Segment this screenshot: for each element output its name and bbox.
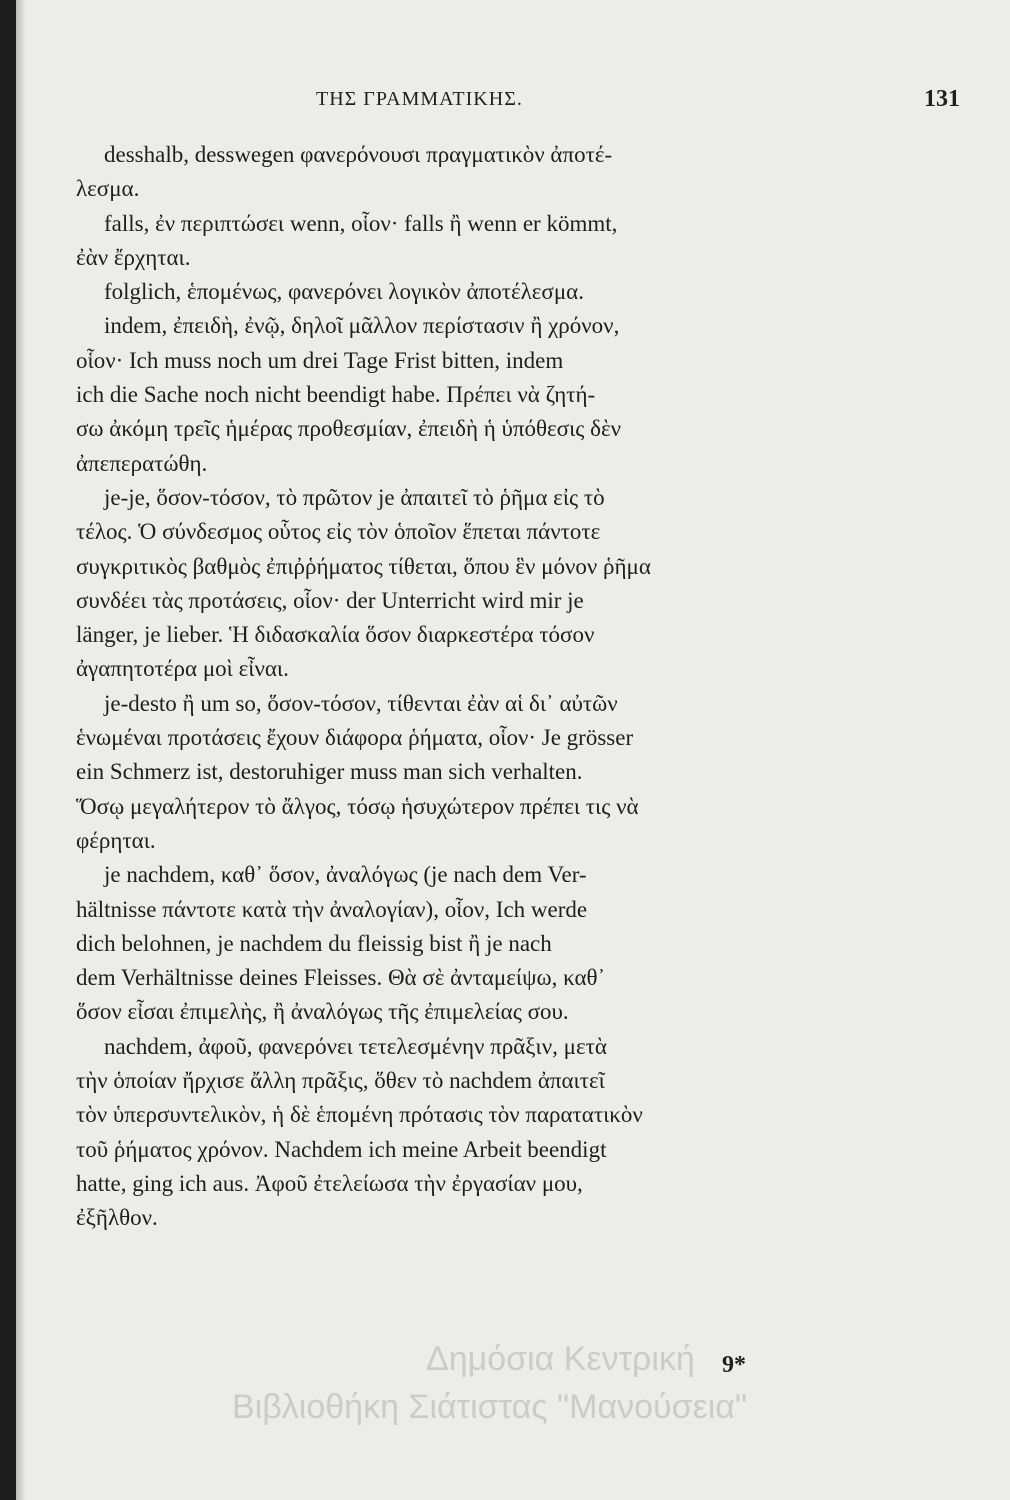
text-line: folglich, ἑπομένως, φανερόνει λογικὸν ἀποτέλεσμα. (104, 279, 584, 305)
library-watermark-line-1: Δημόσια Κεντρική (426, 1340, 695, 1378)
text-line: ἀπεπερατώθη. (76, 450, 208, 476)
text-line: ἀγαπητοτέρα μοὶ εἶναι. (76, 656, 289, 682)
text-line: σω ἀκόμη τρεῖς ἡμέρας προθεσμίαν, ἐπειδὴ ἡ ὑπόθεσις δὲν (76, 416, 622, 442)
text-line: länger, je lieber. Ἡ διδασκαλία ὅσον διαρκεστέρα τόσον (76, 622, 595, 648)
text-line: je nachdem, καθ᾽ ὅσον, ἀναλόγως (je nach dem Ver- (104, 862, 587, 888)
text-line: Ὅσῳ μεγαλήτερον τὸ ἄλγος, τόσῳ ἡσυχώτερον πρέπει τις νὰ (76, 793, 639, 819)
text-line: τέλος. Ὁ σύνδεσμος οὗτος εἰς τὸν ὁποῖον ἕπεται πάντοτε (76, 519, 601, 545)
text-line: dem Verhältnisse deines Fleisses. Θὰ σὲ ἀνταμείψω, καθ᾽ (76, 965, 606, 991)
running-title: ΤΗΣ ΓΡΑΜΜΑΤΙΚΗΣ. (316, 88, 523, 110)
body-text (76, 138, 948, 1236)
text-line: ἐὰν ἔρχηται. (76, 244, 191, 270)
text-line: φέρηται. (76, 827, 156, 853)
text-line: dich belohnen, je nachdem du fleissig bist ἢ je nach (76, 930, 552, 956)
text-line: nachdem, ἀφοῦ, φανερόνει τετελεσμένην πρᾶξιν, μετὰ (104, 1033, 607, 1059)
book-page (16, 0, 1010, 1500)
text-line: οἷον· Ich muss noch um drei Tage Frist bitten, indem (76, 347, 564, 373)
text-line: je-je, ὅσον-τόσον, τὸ πρῶτον je ἀπαιτεῖ τὸ ῥῆμα εἰς τὸ (104, 484, 605, 510)
text-line: λεσμα. (76, 176, 140, 202)
text-line: indem, ἐπειδὴ, ἐνῷ, δηλοῖ μᾶλλον περίστασιν ἢ χρόνον, (104, 313, 620, 339)
text-line: ἐξῆλθον. (76, 1205, 158, 1231)
signature-mark: 9* (722, 1352, 746, 1378)
page-edge-shadow (16, 0, 26, 1500)
text-line: hatte, ging ich aus. Ἀφοῦ ἐτελείωσα τὴν ἐργασίαν μου, (76, 1170, 583, 1196)
text-line: συγκριτικὸς βαθμὸς ἐπιῤῥήματος τίθεται, ὅπου ἓν μόνον ῥῆμα (76, 553, 651, 579)
text-line: ὅσον εἶσαι ἐπιμελὴς, ἢ ἀναλόγως τῆς ἐπιμελείας σου. (76, 999, 569, 1025)
text-line: τὸν ὑπερσυντελικὸν, ἡ δὲ ἑπομένη πρότασις τὸν παρατατικὸν (76, 1102, 643, 1128)
text-line: ich die Sache noch nicht beendigt habe. Πρέπει νὰ ζητή- (76, 382, 596, 408)
text-line: ein Schmerz ist, destoruhiger muss man sich verhalten. (76, 759, 583, 785)
text-line: hältnisse πάντοτε κατὰ τὴν ἀναλογίαν), οἷον, Ich werde (76, 896, 588, 922)
text-line: τοῦ ῥήματος χρόνον. Nachdem ich meine Arbeit beendigt (76, 1136, 607, 1162)
text-line: je-desto ἢ um so, ὅσον-τόσον, τίθενται ἐὰν αἱ δι᾽ αὐτῶν (104, 690, 618, 716)
text-line: συνδέει τὰς προτάσεις, οἷον· der Unterricht wird mir je (76, 587, 584, 613)
library-watermark-line-2: Βιβλιοθήκη Σιάτιστας "Μανούσεια" (232, 1388, 748, 1426)
running-head (16, 88, 1010, 118)
text-line: ἑνωμέναι προτάσεις ἔχουν διάφορα ῥήματα, οἷον· Je grösser (76, 725, 634, 751)
page-number: 131 (924, 86, 960, 112)
text-line: τὴν ὁποίαν ἤρχισε ἄλλη πρᾶξις, ὅθεν τὸ nachdem ἀπαιτεῖ (76, 1068, 605, 1094)
text-line: desshalb, desswegen φανερόνουσι πραγματικὸν ἀποτέ- (104, 142, 613, 167)
text-line: falls, ἐν περιπτώσει wenn, οἷον· falls ἢ wenn er kömmt, (104, 210, 618, 236)
